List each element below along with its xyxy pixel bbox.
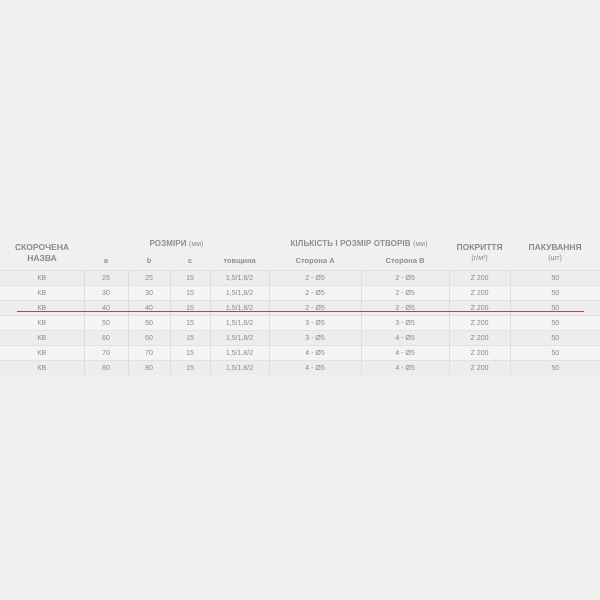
- cell-a: 40: [84, 301, 128, 316]
- header-col-a: a: [103, 255, 109, 265]
- cell-coating: Z 200: [449, 286, 510, 301]
- cell-b: 50: [128, 316, 170, 331]
- cell-a: 30: [84, 286, 128, 301]
- cell-b: 80: [128, 361, 170, 376]
- header-col-c: c: [187, 255, 193, 265]
- header-coating-label: ПОКРИТТЯ: [456, 242, 503, 252]
- cell-side-b: 4 - Ø5: [361, 331, 449, 346]
- highlight-line: [17, 311, 584, 312]
- cell-name: КВ: [0, 286, 84, 301]
- cell-packing: 50: [510, 271, 600, 286]
- cell-a: 60: [84, 331, 128, 346]
- cell-coating: Z 200: [449, 301, 510, 316]
- cell-side-b: 2 - Ø5: [361, 286, 449, 301]
- header-short-name: [0, 236, 84, 271]
- cell-b: 30: [128, 286, 170, 301]
- cell-side-a: 4 - Ø5: [269, 346, 361, 361]
- cell-side-a: 2 - Ø5: [269, 271, 361, 286]
- table-row: [0, 361, 600, 376]
- cell-side-a: 3 - Ø5: [269, 316, 361, 331]
- cell-name: КВ: [0, 271, 84, 286]
- cell-packing: 50: [510, 301, 600, 316]
- header-short-name-line1: СКОРОЧЕНА: [14, 242, 70, 252]
- header-col-side-a: Сторона А: [295, 255, 335, 265]
- table-row: [0, 286, 600, 301]
- cell-thickness: 1,5/1,8/2: [210, 271, 269, 286]
- table-row: [0, 331, 600, 346]
- cell-thickness: 1,5/1,8/2: [210, 316, 269, 331]
- cell-a: 80: [84, 361, 128, 376]
- cell-c: 15: [170, 331, 210, 346]
- cell-side-b: 4 - Ø5: [361, 346, 449, 361]
- header-packing-label: ПАКУВАННЯ: [528, 242, 582, 252]
- cell-thickness: 1,5/1,8/2: [210, 331, 269, 346]
- header-sizes: [84, 236, 269, 250]
- cell-coating: Z 200: [449, 271, 510, 286]
- table-row: [0, 301, 600, 316]
- cell-thickness: 1,5/1,8/2: [210, 301, 269, 316]
- cell-coating: Z 200: [449, 316, 510, 331]
- table-row: [0, 271, 600, 286]
- cell-side-a: 3 - Ø5: [269, 331, 361, 346]
- cell-side-b: 2 - Ø5: [361, 271, 449, 286]
- header-sizes-unit: (мм): [188, 240, 204, 248]
- cell-packing: 50: [510, 346, 600, 361]
- cell-c: 15: [170, 346, 210, 361]
- cell-b: 60: [128, 331, 170, 346]
- cell-name: КВ: [0, 331, 84, 346]
- table-row: [0, 316, 600, 331]
- header-short-name-line2: НАЗВА: [27, 253, 57, 263]
- header-col-side-b: Сторона В: [385, 255, 425, 265]
- cell-side-b: 2 - Ø5: [361, 301, 449, 316]
- header-coating: [449, 236, 510, 271]
- product-spec-table: [0, 236, 600, 375]
- header-sizes-label: РОЗМІРИ: [149, 238, 187, 248]
- cell-packing: 50: [510, 331, 600, 346]
- header-packing-unit: (шт): [548, 255, 562, 262]
- header-holes-unit: (мм): [412, 240, 428, 248]
- cell-thickness: 1,5/1,8/2: [210, 346, 269, 361]
- cell-name: КВ: [0, 346, 84, 361]
- header-coating-unit: (г/м²): [471, 255, 488, 262]
- cell-c: 15: [170, 361, 210, 376]
- header-col-b: b: [146, 255, 152, 265]
- cell-a: 25: [84, 271, 128, 286]
- cell-thickness: 1,5/1,8/2: [210, 286, 269, 301]
- header-holes: [269, 236, 449, 250]
- cell-c: 15: [170, 316, 210, 331]
- cell-name: КВ: [0, 301, 84, 316]
- cell-b: 25: [128, 271, 170, 286]
- cell-b: 40: [128, 301, 170, 316]
- cell-side-a: 4 - Ø5: [269, 361, 361, 376]
- cell-c: 15: [170, 271, 210, 286]
- cell-c: 15: [170, 286, 210, 301]
- table-row: [0, 346, 600, 361]
- cell-side-a: 2 - Ø5: [269, 286, 361, 301]
- cell-a: 70: [84, 346, 128, 361]
- cell-b: 70: [128, 346, 170, 361]
- header-col-thickness: товщина: [223, 255, 256, 265]
- cell-coating: Z 200: [449, 346, 510, 361]
- cell-packing: 50: [510, 361, 600, 376]
- cell-packing: 50: [510, 286, 600, 301]
- cell-side-b: 3 - Ø5: [361, 316, 449, 331]
- cell-thickness: 1,5/1,8/2: [210, 361, 269, 376]
- cell-side-a: 2 - Ø5: [269, 301, 361, 316]
- table-body: [0, 271, 600, 376]
- header-packing: [510, 236, 600, 271]
- cell-coating: Z 200: [449, 361, 510, 376]
- cell-name: КВ: [0, 361, 84, 376]
- cell-coating: Z 200: [449, 331, 510, 346]
- cell-side-b: 4 - Ø5: [361, 361, 449, 376]
- cell-a: 50: [84, 316, 128, 331]
- header-holes-label: КІЛЬКІСТЬ І РОЗМІР ОТВОРІВ: [290, 238, 411, 248]
- cell-c: 15: [170, 301, 210, 316]
- cell-name: КВ: [0, 316, 84, 331]
- cell-packing: 50: [510, 316, 600, 331]
